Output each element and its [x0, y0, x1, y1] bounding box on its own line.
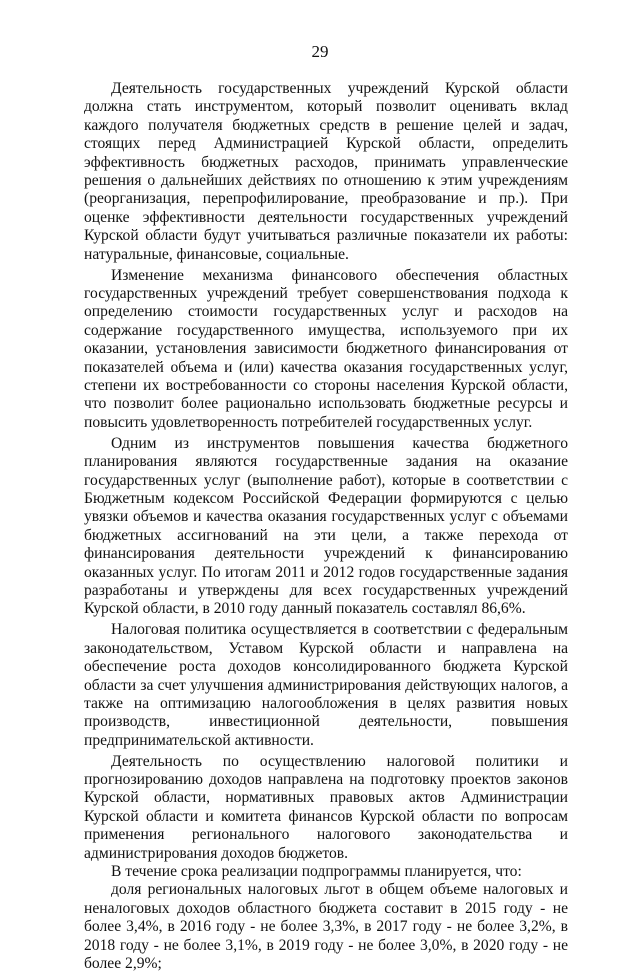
paragraph-state-assignments: Одним из инструментов повышения качества бюджетного планирования являются государственные задания на оказание государственных услуг (выполнение работ), которые в соответствии с Бюджетным кодексом Российской Федерации формируются с целью увязки объемов и качества оказания государственных услуг с объемами бюджетных ассигнований на эти цели, а также перехода от финансирования деятельности учреждений к финансированию оказанных услуг. По итогам 2011 и 2012 годов государственные задания разработаны и утверждены для всех государственных учреждений Курской области, в 2010 году данный показатель составлял 86,6%.	[84, 434, 568, 618]
paragraph-planned-outcomes-intro: В течение срока реализации подпрограммы планируется, что:	[111, 863, 522, 881]
page-number: 29	[311, 42, 329, 61]
paragraph-tax-policy: Налоговая политика осуществляется в соответствии с федеральным законодательством, Уставом Курской области и направлена на обеспечение роста доходов консолидированного бюджета Курской области за счет улучшения администрирования действующих налогов, а также на оптимизацию налогообложения в целях развития новых производств, инвестиционной деятельности, повышения предпринимательской активности.	[84, 621, 568, 749]
paragraph-financing-mechanism: Изменение механизма финансового обеспечения областных государственных учреждений требует совершенствования подхода к определению стоимости государственных услуг и расходов на содержание государственного имущества, используемого при их оказании, установления зависимости бюджетного финансирования от показателей объема и (или) качества оказания государственных услуг, степени их востребованности со стороны населения Курской области, что позволит более рационально использовать бюджетные ресурсы и повысить удовлетворенность потребителей государственных услуг.	[84, 266, 568, 431]
document-body	[84, 80, 568, 974]
paragraph-tax-benefits-share: доля региональных налоговых льгот в общем объеме налоговых и неналоговых доходов областного бюджета составит в 2015 году - не более 3,4%, в 2016 году - не более 3,3%, в 2017 году - не более 3,2%, в 2018 году - не более 3,1%, в 2019 году - не более 3,0%, в 2020 году - не более 2,9%;	[84, 881, 568, 973]
paragraph-revenue-forecasting: Деятельность по осуществлению налоговой политики и прогнозированию доходов направлена на подготовку проектов законов Курской области, нормативных правовых актов Администрации Курской области и комитета финансов Курской области по вопросам применения регионального налогового законодательства и администрирования доходов бюджетов.	[84, 752, 568, 862]
paragraph-institutions-performance: Деятельность государственных учреждений Курской области должна стать инструментом, который позволит оценивать вклад каждого получателя бюджетных средств в решение целей и задач, стоящих перед Администрацией Курской области, определить эффективность бюджетных расходов, принимать управленческие решения о дальнейших действиях по отношению к этим учреждениям (реорганизация, перепрофилирование, преобразование и пр.). При оценке эффективности деятельности государственных учреждений Курской области будут учитываться различные показатели их работы: натуральные, финансовые, социальные.	[84, 80, 568, 263]
